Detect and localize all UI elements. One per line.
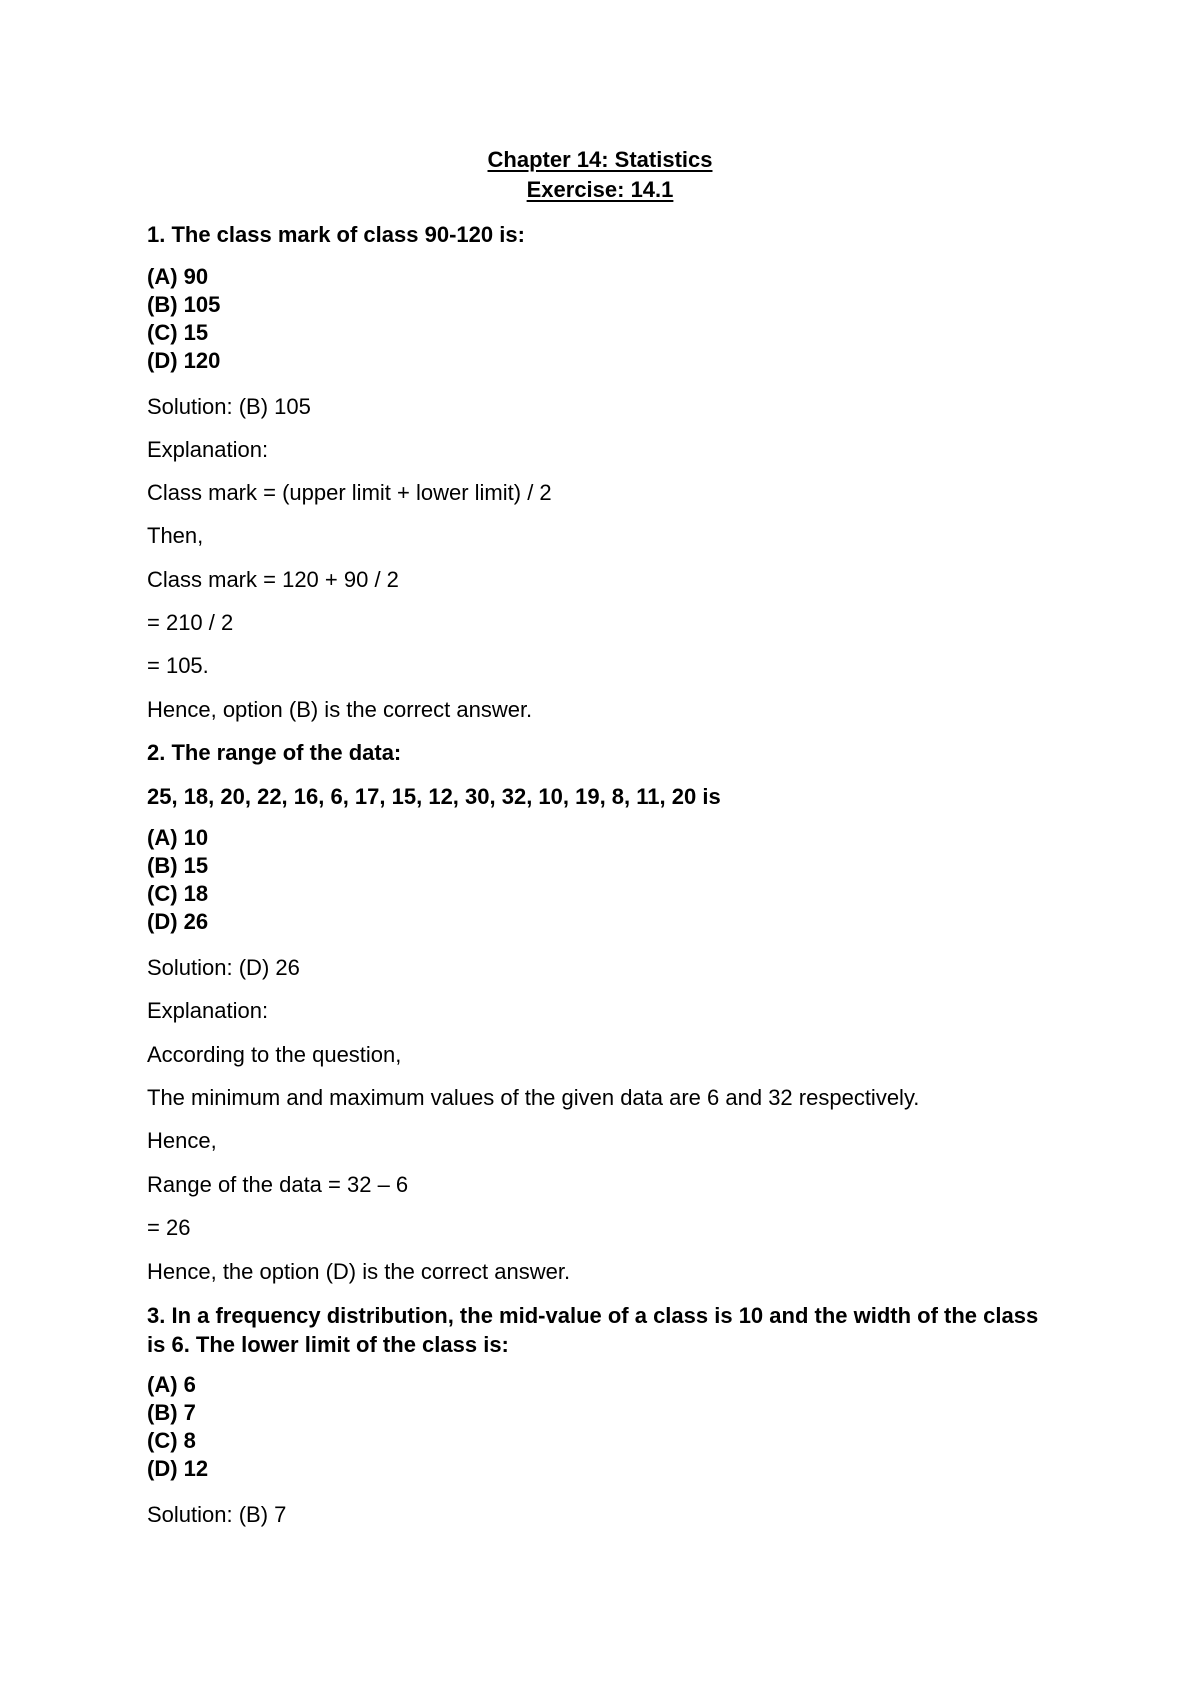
- chapter-title: Chapter 14: Statistics: [487, 147, 713, 172]
- solution-2: Solution: (D) 26: [147, 955, 300, 980]
- question-2-data: 25, 18, 20, 22, 16, 6, 17, 15, 12, 30, 32, 10, 19, 8, 11, 20 is: [147, 784, 721, 809]
- explanation-line: Class mark = 120 + 90 / 2: [147, 567, 399, 592]
- option-c: (C) 8: [147, 1428, 196, 1453]
- exercise-title: Exercise: 14.1: [526, 177, 674, 202]
- explanation-line: The minimum and maximum values of the given data are 6 and 32 respectively.: [147, 1085, 920, 1110]
- option-b: (B) 7: [147, 1400, 196, 1425]
- question-2: 2. The range of the data:: [147, 740, 402, 765]
- explanation-line: According to the question,: [147, 1042, 402, 1067]
- explanation-label-1: Explanation:: [147, 437, 269, 462]
- option-c: (C) 15: [147, 320, 209, 345]
- explanation-line: Hence, option (B) is the correct answer.: [147, 697, 533, 722]
- solution-1: Solution: (B) 105: [147, 394, 311, 419]
- explanation-label-2: Explanation:: [147, 998, 269, 1023]
- explanation-line: = 105.: [147, 653, 209, 678]
- question-2-options: [147, 824, 208, 936]
- explanation-line: Hence, the option (D) is the correct answer.: [147, 1259, 571, 1284]
- option-a: (A) 90: [147, 264, 209, 289]
- explanation-line: = 26: [147, 1215, 191, 1240]
- option-d: (D) 120: [147, 348, 221, 373]
- question-3: 3. In a frequency distribution, the mid-value of a class is 10 and the width of the class is 6. The lower limit of the class is:: [147, 1303, 1039, 1357]
- option-d: (D) 26: [147, 909, 209, 934]
- option-d: (D) 12: [147, 1456, 209, 1481]
- option-b: (B) 15: [147, 853, 209, 878]
- explanation-line: Range of the data = 32 – 6: [147, 1172, 409, 1197]
- explanation-line: = 210 / 2: [147, 610, 234, 635]
- solution-3: Solution: (B) 7: [147, 1502, 287, 1527]
- explanation-line: Class mark = (upper limit + lower limit) / 2: [147, 480, 552, 505]
- question-3-options: [147, 1371, 208, 1483]
- question-1-options: [147, 263, 220, 375]
- explanation-line: Hence,: [147, 1128, 217, 1153]
- option-a: (A) 10: [147, 825, 209, 850]
- option-c: (C) 18: [147, 881, 209, 906]
- explanation-line: Then,: [147, 523, 204, 548]
- option-a: (A) 6: [147, 1372, 196, 1397]
- option-b: (B) 105: [147, 292, 221, 317]
- question-1: 1. The class mark of class 90-120 is:: [147, 222, 525, 247]
